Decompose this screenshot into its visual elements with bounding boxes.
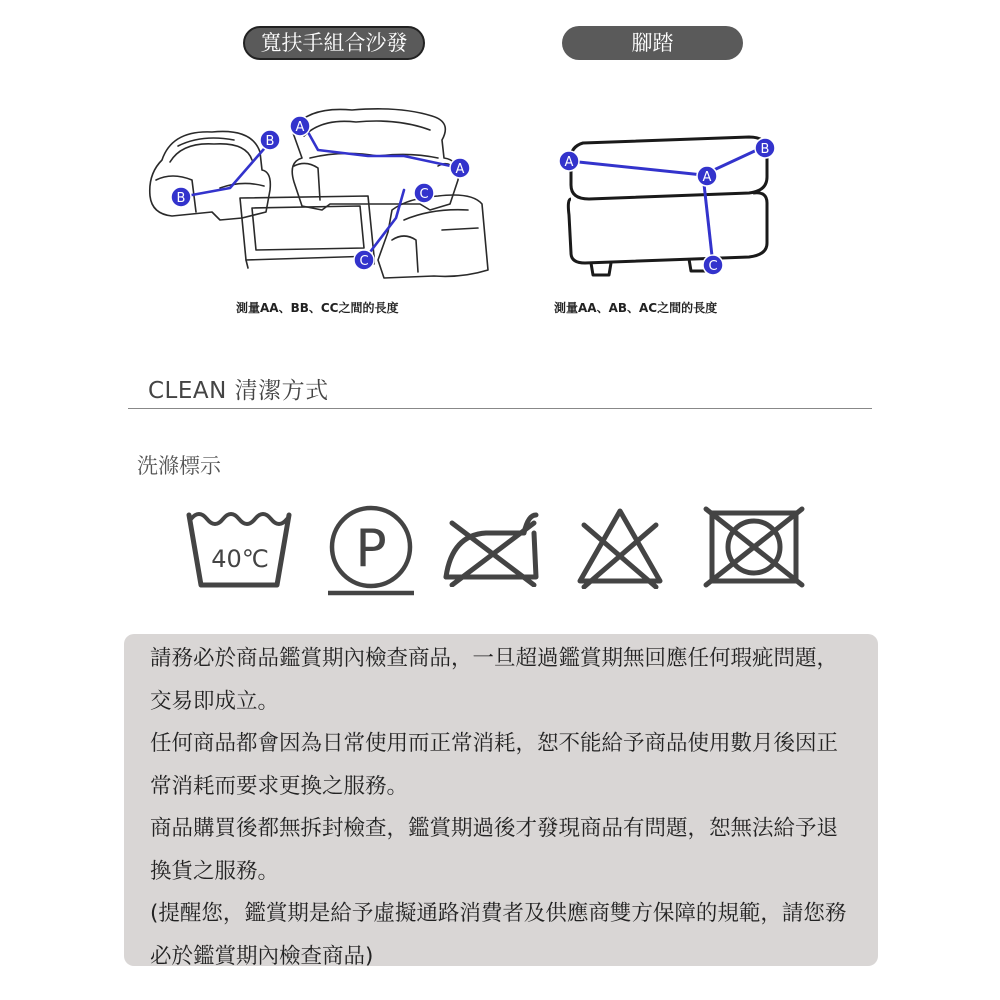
ottoman-title: 腳踏 — [631, 31, 674, 55]
notice-paragraph-3: 商品購買後都無拆封檢查，鑑賞期過後才發現商品有問題，恕無法給予退換貨之服務。 — [150, 816, 839, 884]
heading-zh: 清潔方式 — [234, 378, 329, 404]
marker-c: C — [359, 254, 369, 269]
clean-section-heading — [148, 372, 329, 405]
sofa-title: 寬扶手組合沙發 — [260, 31, 408, 55]
marker-c: C — [708, 259, 718, 274]
ottoman-measure-caption: 測量AA、AB、AC之間的長度 — [554, 301, 718, 315]
wash-40c-icon — [185, 505, 293, 591]
dryclean-letter: P — [355, 519, 387, 579]
sofa-set-illustration — [142, 100, 498, 290]
marker-b: B — [265, 134, 275, 149]
section-divider — [128, 408, 872, 409]
marker-a: A — [564, 155, 574, 170]
no-tumble-dry-icon — [702, 505, 806, 589]
marker-a: A — [295, 120, 305, 135]
care-label-title: 洗滌標示 — [137, 454, 221, 478]
sofa-measure-caption: 測量AA、BB、CC之間的長度 — [236, 301, 399, 315]
sofa-title-pill — [243, 26, 425, 60]
notice-paragraph-1: 請務必於商品鑑賞期內檢查商品，一旦超過鑑賞期無回應任何瑕疵問題，交易即成立。 — [150, 646, 839, 714]
notice-paragraph-4: (提醒您，鑑賞期是給予虛擬通路消費者及供應商雙方保障的規範，請您務必於鑑賞期內檢查商品) — [150, 901, 847, 969]
ottoman-title-pill — [562, 26, 743, 60]
heading-en: CLEAN — [148, 378, 227, 404]
notice-paragraph-2: 任何商品都會因為日常使用而正常消耗，恕不能給予商品使用數月後因正常消耗而要求更換之服務。 — [150, 731, 839, 799]
marker-b: B — [760, 142, 770, 157]
ottoman-illustration — [553, 125, 783, 285]
marker-b: B — [176, 191, 186, 206]
wash-temp: 40℃ — [211, 545, 269, 573]
marker-c: C — [419, 187, 429, 202]
marker-a: A — [455, 162, 465, 177]
dryclean-p-icon — [326, 505, 416, 597]
no-iron-icon — [442, 505, 542, 587]
appreciation-period-notice — [124, 634, 878, 969]
marker-a: A — [702, 170, 712, 185]
sofa-markers — [171, 116, 470, 270]
no-bleach-icon — [576, 505, 664, 589]
